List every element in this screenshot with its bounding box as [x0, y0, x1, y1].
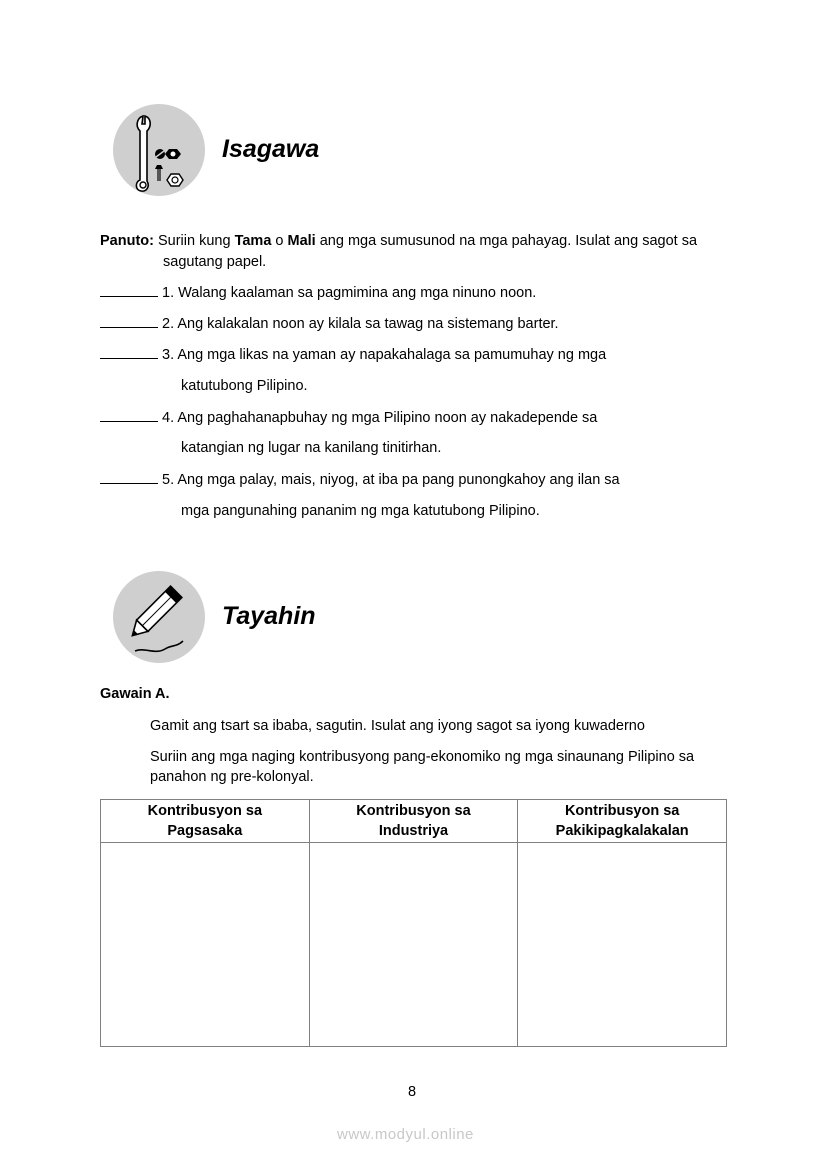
- item-number: 4.: [162, 410, 175, 426]
- table-row: [101, 843, 727, 1047]
- instruction: [100, 231, 697, 251]
- answer-cell-pakikipagkalakalan[interactable]: [518, 843, 727, 1047]
- column-header-pakikipagkalakalan: [518, 800, 727, 843]
- answer-blank[interactable]: [100, 282, 158, 297]
- instruction-line2: sagutang papel.: [163, 254, 267, 270]
- item-number: 2.: [162, 316, 175, 332]
- column-header-industriya: [309, 800, 518, 843]
- header-line: Industriya: [378, 823, 449, 839]
- list-item: [100, 313, 559, 334]
- pencil-icon: [113, 571, 205, 663]
- header-line: Kontribusyon sa: [564, 803, 680, 819]
- answer-blank[interactable]: [100, 407, 158, 422]
- contribution-table: [100, 799, 727, 1047]
- header-line: Pakikipagkalakalan: [555, 823, 689, 839]
- header-line: Kontribusyon sa: [147, 803, 263, 819]
- item-text: Ang mga palay, mais, niyog, at iba pa pang punongkahoy ang ilan sa: [177, 472, 620, 488]
- answer-cell-pagsasaka[interactable]: [101, 843, 310, 1047]
- list-item: [100, 469, 620, 490]
- header-line: Kontribusyon sa: [356, 803, 471, 819]
- item-text-continued: mga pangunahing pananim ng mga katutubong Pilipino.: [181, 503, 540, 519]
- instruction-text: o: [271, 233, 288, 249]
- answer-blank[interactable]: [100, 313, 158, 328]
- header-line: Pagsasaka: [167, 823, 243, 839]
- paragraph: Suriin ang mga naging kontribusyong pang-ekonomiko ng mga sinaunang Pilipino sa: [150, 749, 695, 765]
- item-text: Ang kalakalan noon ay kilala sa tawag na sistemang barter.: [177, 316, 559, 332]
- list-item: [100, 407, 597, 428]
- answer-cell-industriya[interactable]: [309, 843, 518, 1047]
- instruction-mali: Mali: [287, 233, 316, 249]
- item-number: 5.: [162, 472, 175, 488]
- list-item: [100, 282, 536, 303]
- section-title-tayahin: Tayahin: [222, 602, 316, 630]
- item-text: Ang paghahanapbuhay ng mga Pilipino noon ay nakadepende sa: [177, 410, 598, 426]
- item-text: Walang kaalaman sa pagmimina ang mga ninuno noon.: [178, 285, 537, 301]
- answer-blank[interactable]: [100, 469, 158, 484]
- instruction-tama: Tama: [234, 233, 272, 249]
- item-number: 3.: [162, 347, 175, 363]
- gawain-label: Gawain A.: [100, 686, 170, 702]
- item-number: 1.: [162, 285, 175, 301]
- instruction-text: ang mga sumusunod na mga pahayag. Isulat ang sagot sa: [315, 233, 698, 249]
- list-item: [100, 344, 606, 365]
- instruction-label: Panuto:: [100, 233, 154, 249]
- instruction-text: Suriin kung: [153, 233, 235, 249]
- section-title-isagawa: Isagawa: [222, 135, 320, 163]
- watermark: www.modyul.online: [337, 1126, 474, 1143]
- item-text: Ang mga likas na yaman ay napakahalaga sa pamumuhay ng mga: [177, 347, 607, 363]
- answer-blank[interactable]: [100, 344, 158, 359]
- column-header-pagsasaka: [101, 800, 310, 843]
- item-text-continued: katutubong Pilipino.: [181, 378, 308, 394]
- wrench-and-bolts-icon: [113, 104, 205, 196]
- table-header-row: [101, 800, 727, 843]
- paragraph: panahon ng pre-kolonyal.: [150, 769, 314, 785]
- page-number: 8: [408, 1084, 417, 1100]
- paragraph: Gamit ang tsart sa ibaba, sagutin. Isulat ang iyong sagot sa iyong kuwaderno: [150, 718, 645, 734]
- item-text-continued: katangian ng lugar na kanilang tinitirhan.: [181, 440, 442, 456]
